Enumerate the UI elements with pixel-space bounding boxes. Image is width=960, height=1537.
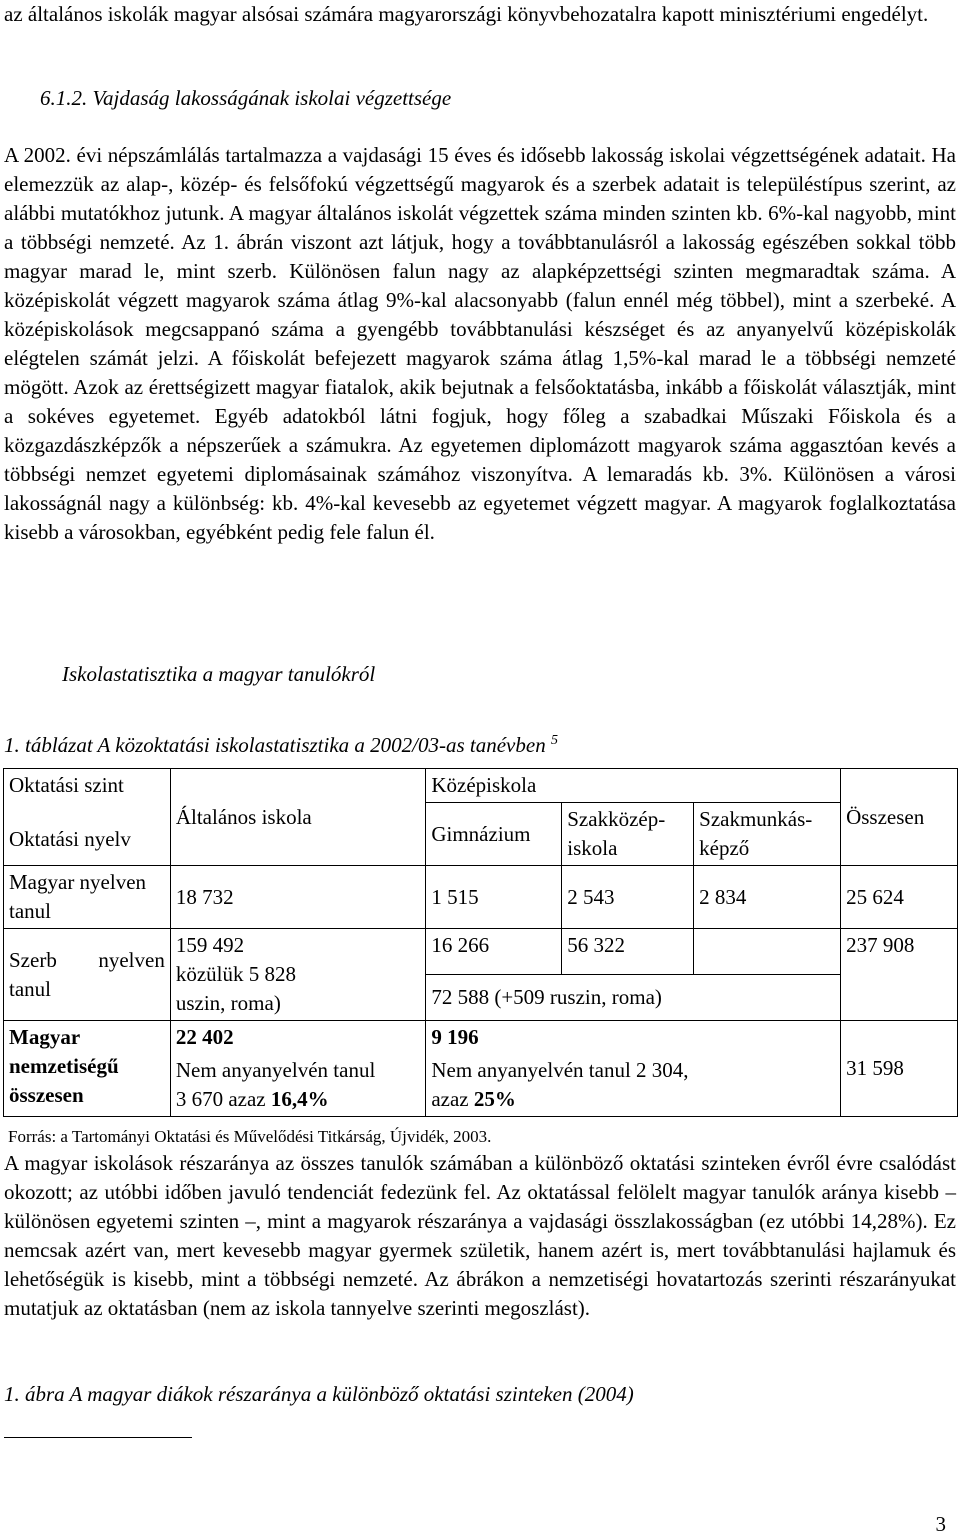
cell-sr-elementary-note: közülük 5 828	[175, 962, 296, 986]
cell-mag-elementary-percent: 16,4%	[270, 1087, 329, 1111]
cell-hu-vocational-training: 2 834	[694, 866, 841, 929]
cell-sr-gymnasium: 16 266	[426, 929, 562, 975]
table-caption-text: 1. táblázat A közoktatási iskolastatisztika a 2002/03-as tanévben	[4, 733, 546, 757]
row-label-hungarian-nationality: Magyar nemzetiségű összesen	[4, 1021, 171, 1117]
header-vocational-training: Szakmunkás-képző	[694, 803, 841, 866]
header-corner-cell	[4, 769, 171, 866]
table-header-row-1	[4, 769, 958, 803]
cell-hu-vocational-secondary: 2 543	[562, 866, 694, 929]
cell-sr-secondary-total: 72 588 (+509 ruszin, roma)	[426, 975, 841, 1021]
page-number: 3	[935, 1512, 946, 1536]
header-total: Összesen	[841, 769, 958, 866]
footnote-divider	[4, 1437, 192, 1438]
cell-sr-elementary	[170, 929, 426, 1021]
table-row-hungarian	[4, 866, 958, 929]
row-label-serbian-word-1: Szerb	[9, 947, 57, 972]
header-elementary: Általános iskola	[170, 769, 426, 866]
cell-hu-gymnasium: 1 515	[426, 866, 562, 929]
cell-sr-total: 237 908	[841, 929, 958, 1021]
cell-hu-total: 25 624	[841, 866, 958, 929]
cell-sr-elementary-value: 159 492	[175, 933, 245, 957]
table-row-hungarian-nationality	[4, 1021, 958, 1117]
cell-mag-elementary	[170, 1021, 426, 1117]
cell-mag-secondary-note-text: azaz	[431, 1087, 469, 1111]
statistics-table	[3, 768, 958, 1117]
figure-caption: 1. ábra A magyar diákok részaránya a különböző oktatási szinteken (2004)	[4, 1382, 634, 1406]
body-paragraph-1: A 2002. évi népszámlálás tartalmazza a vajdasági 15 éves és idősebb lakosság iskolai végzettségének adatait. Ha elemezzük az alap-, közép- és felsőfokú végzettségű magyarok és a szerbek adatait is településtípus szerint, az alábbi mutatókhoz jutunk. A magyar általános iskolát végzettek száma minden szinten kb. 6%-kal nagyobb, mint a többségi nemzeté. Az 1. ábrán viszont azt látjuk, hogy a továbbtanulásról a lakosság egészében sokkal több magyar marad le, mint szerb. Különösen falun nagy az alapképzettségi szinten megmaradtak száma. A középiskolát végzett magyarok száma átlag 9%-kal alacsonyabb (falun ennél még többel), mint a szerbeké. A középiskolások megcsappanó száma a gyengébb továbbtanulási készséget és az anyanyelvű középiskolák elégtelen számát jelzi. A főiskolát befejezett magyarok száma átlag 1,5%-kal marad le a többségi nemzeté mögött. Azok az érettségizett magyar fiatalok, akik bejutnak a felsőoktatásba, inkább a főiskolát választják, mint a sokéves egyetemet. Egyéb adatokból látni fogjuk, hogy főleg a szabadkai Műszaki Főiskola és a közgazdászképzők a népszerűek a számukra. Az egyetemen diplomázott magyarok száma aggasztóan kevés a többségi nemzet egyetemi diplomásainak számához viszonyítva. A lemaradás kb. 3%. Különösen a városi lakosságnál nagy a különbség: kb. 4%-kal kevesebb az egyetemet végzett magyar. A magyarok foglalkoztatása kisebb a városokban, egyébként pedig fele falun él.	[4, 143, 956, 544]
cell-mag-secondary	[426, 1021, 841, 1117]
intro-paragraph: az általános iskolák magyar alsósai számára magyarországi könyvbehozatalra kapott minisztériumi engedélyt.	[4, 2, 929, 26]
cell-mag-elementary-note: Nem anyanyelvén tanul	[175, 1058, 376, 1082]
header-secondary: Középiskola	[426, 769, 841, 803]
header-level: Oktatási szint	[9, 773, 124, 797]
cell-mag-elementary-note-2	[176, 1085, 421, 1114]
header-gymnasium: Gimnázium	[426, 803, 562, 866]
row-label-serbian-line	[9, 946, 165, 975]
table-caption	[4, 733, 558, 758]
cell-mag-total: 31 598	[841, 1021, 958, 1117]
header-vocational-secondary: Szakközép-iskola	[562, 803, 694, 866]
header-language: Oktatási nyelv	[9, 827, 131, 851]
cell-hu-elementary: 18 732	[170, 866, 426, 929]
footnote-ref: 5	[550, 733, 558, 748]
cell-mag-secondary-percent: 25%	[473, 1087, 516, 1111]
cell-mag-elementary-note-text: 3 670 azaz	[175, 1087, 266, 1111]
section-heading: 6.1.2. Vajdaság lakosságának iskolai végzettsége	[40, 86, 452, 110]
cell-mag-secondary-note: Nem anyanyelvén tanul 2 304,	[431, 1058, 689, 1082]
row-label-serbian-word-3: tanul	[9, 976, 51, 1001]
cell-sr-vocational-secondary: 56 322	[562, 929, 694, 975]
body-paragraph-2: A magyar iskolások részaránya az összes tanulók számában a különböző oktatási szinteken évről évre csalódást okozott; az utóbbi időben javuló tendenciát fedezünk fel. Az oktatással felölelt magyar tanulók aránya kisebb – különösen egyetemi szinten –, mint a magyarok részaránya a vajdasági összlakosságban (ez utóbbi 14,28%). Ez nemcsak azért van, mert kevesebb magyar gyermek születik, hanem azért is, mert továbbtanulási hajlamuk és lehetőségük is kisebb, mint a többségi nemzeté. Az ábrákon a nemzetiségi hovatartozás szerinti részarányukat mutatjuk az oktatásban (nem az iskola tannyelve szerinti megoszlást).	[4, 1151, 956, 1320]
cell-mag-secondary-value: 9 196	[431, 1025, 479, 1049]
cell-mag-elementary-value: 22 402	[175, 1025, 234, 1049]
row-label-hungarian: Magyar nyelven tanul	[4, 866, 171, 929]
cell-sr-elementary-note-2: uszin, roma)	[175, 991, 281, 1015]
table-row-serbian-a	[4, 929, 958, 975]
cell-sr-vocational-training-empty	[694, 929, 841, 975]
cell-mag-secondary-note-2	[431, 1085, 835, 1114]
source-note: Forrás: a Tartományi Oktatási és Művelődési Titkárság, Újvidék, 2003.	[8, 1127, 492, 1146]
row-label-serbian	[4, 929, 171, 1021]
subheading: Iskolastatisztika a magyar tanulókról	[62, 662, 376, 686]
row-label-serbian-word-2: nyelven	[98, 947, 165, 972]
